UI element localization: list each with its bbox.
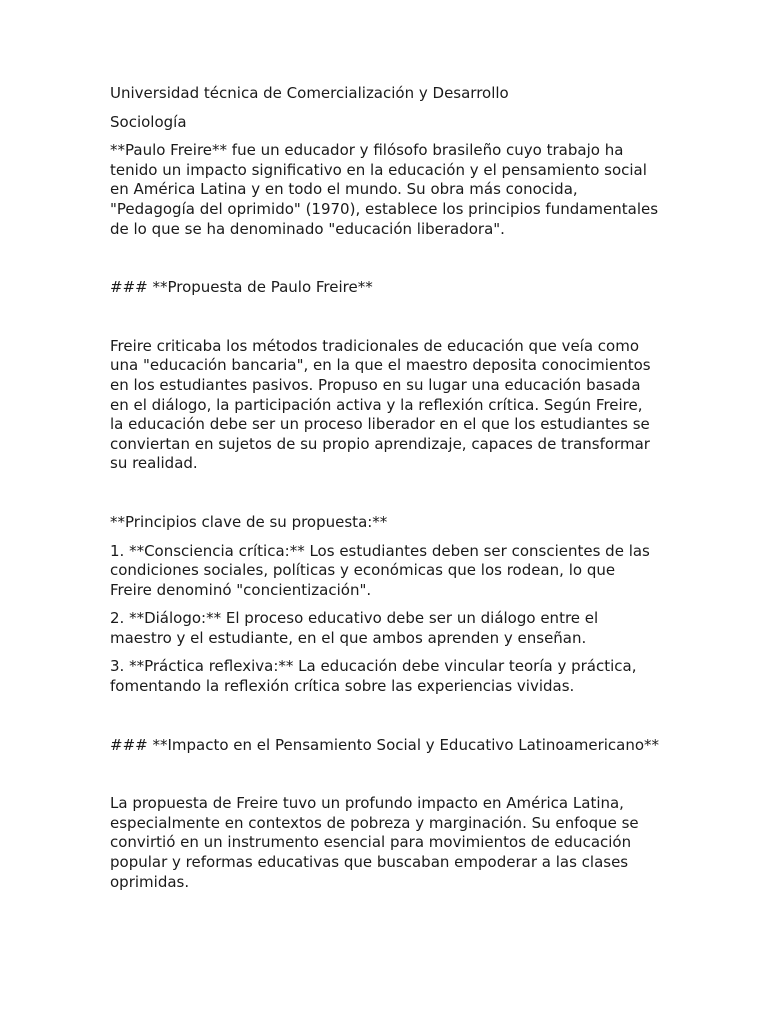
principles-title: **Principios clave de su propuesta:** <box>110 512 388 531</box>
section-heading-impacto: ### **Impacto en el Pensamiento Social y Educativo Latinoamericano** <box>110 735 660 754</box>
institution-name: Universidad técnica de Comercialización y Desarrollo <box>110 84 509 102</box>
principle-item: 2. **Diálogo:** El proceso educativo debe ser un diálogo entre el maestro y el estudiante, en el que ambos aprenden y enseñan. <box>110 609 599 647</box>
propuesta-paragraph: Freire criticaba los métodos tradicionales de educación que veía como una "educación bancaria", en la que el maestro deposita conocimientos en los estudiantes pasivos. Propuso en su lugar una educación basada en el diálogo, la participación activa y la reflexión crítica. Según Freire, la educación debe ser un proceso liberador en el que los estudiantes se conviertan en sujetos de su propio aprendizaje, capaces de transformar su realidad. <box>110 336 651 473</box>
subject-name: Sociología <box>110 112 187 131</box>
principle-item: 1. **Consciencia crítica:** Los estudiantes deben ser conscientes de las condiciones sociales, políticas y económicas que los rodean, lo que Freire denominó "concientización". <box>110 541 650 599</box>
principle-item: 3. **Práctica reflexiva:** La educación debe vincular teoría y práctica, fomentando la reflexión crítica sobre las experiencias vividas. <box>110 657 637 696</box>
intro-paragraph: **Paulo Freire** fue un educador y filósofo brasileño cuyo trabajo ha tenido un impacto significativo en la educación y el pensamiento social en América Latina y en todo el mundo. Su obra más conocida, "Pedagogía del oprimido" (1970), establece los principios fundamentales de lo que se ha denominado "educación liberadora". <box>110 141 659 238</box>
impacto-paragraph: La propuesta de Freire tuvo un profundo impacto en América Latina, especialmente en contextos de pobreza y marginación. Su enfoque se convirtió en un instrumento esencial para movimientos de educación popular y reformas educativas que buscaban empoderar a las clases oprimidas. <box>110 794 639 891</box>
section-heading-propuesta: ### **Propuesta de Paulo Freire** <box>110 278 373 297</box>
